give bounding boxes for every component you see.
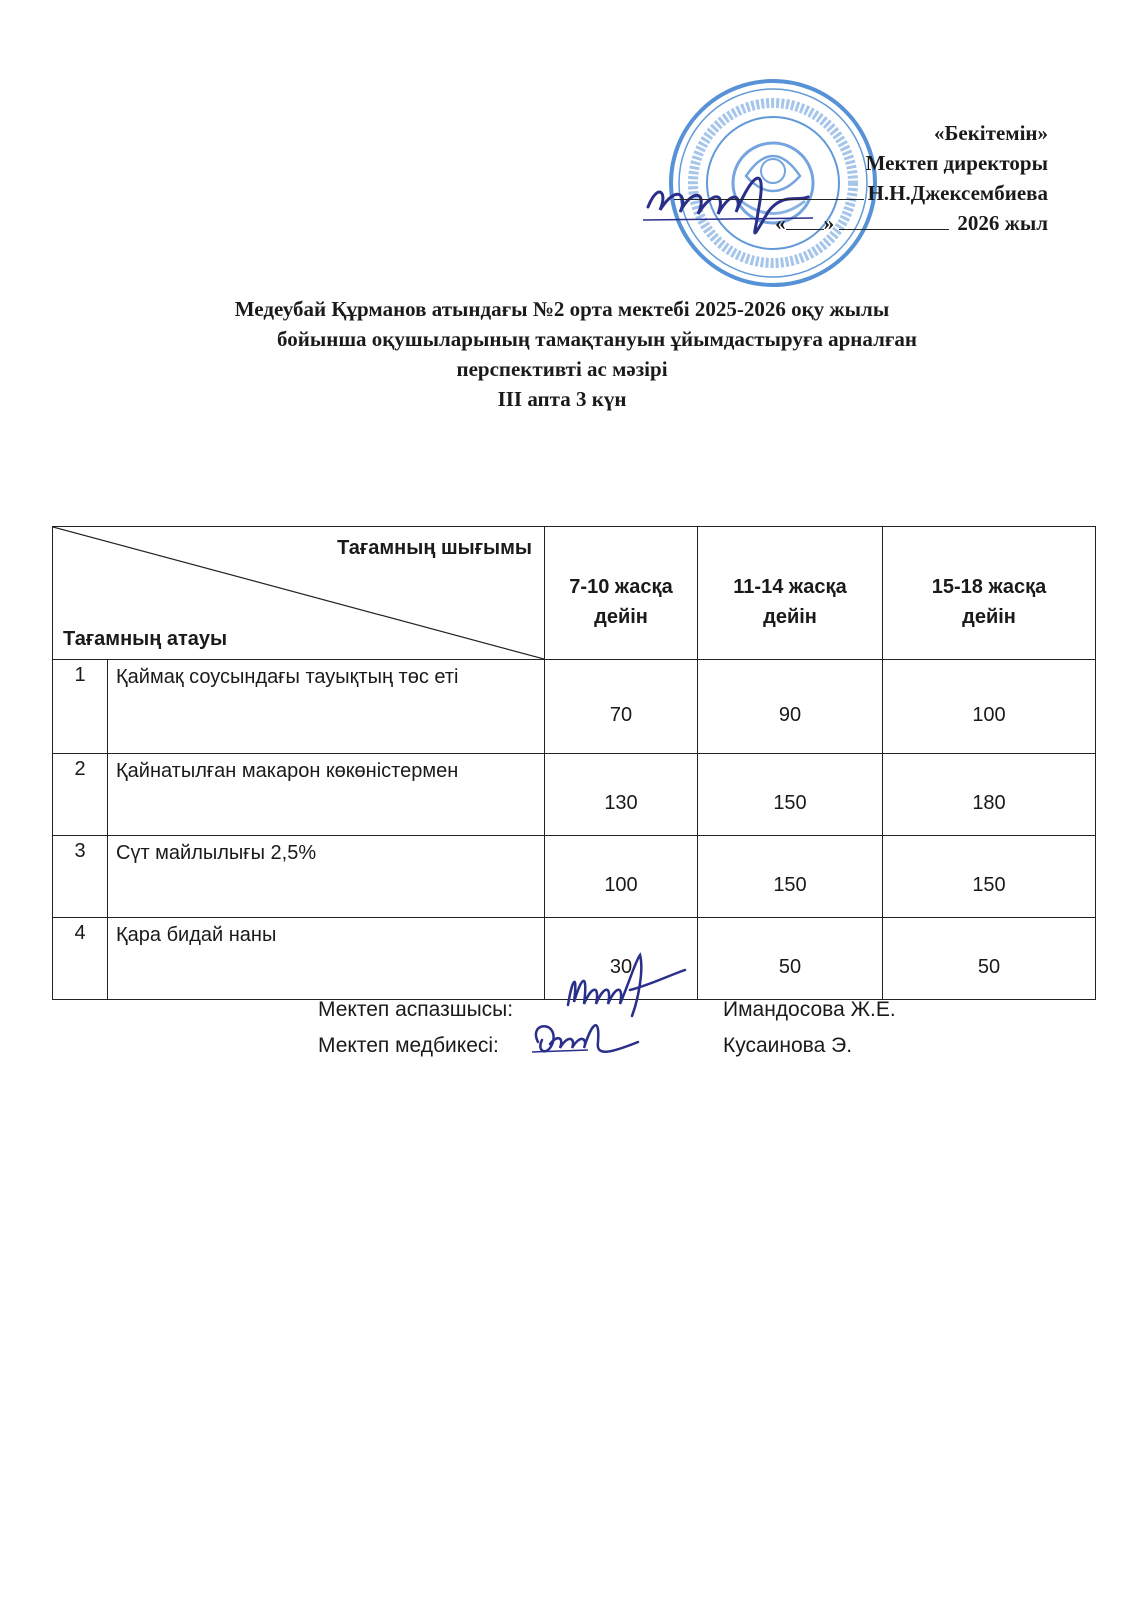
document-title: [0, 294, 1124, 414]
age-col-line2: дейін: [962, 605, 1016, 628]
yield-value: 150: [883, 836, 1096, 918]
age-col-line2: дейін: [763, 605, 817, 628]
yield-value: 100: [883, 660, 1096, 754]
age-column-header: [545, 527, 698, 660]
yield-value: 150: [698, 754, 883, 836]
title-line-4: ІІІ апта 3 күн: [497, 387, 627, 411]
signatures-footer: [318, 992, 896, 1064]
diagonal-header-cell: [53, 527, 545, 660]
dish-name: Сүт майлылығы 2,5%: [108, 836, 545, 918]
yield-value: 30: [545, 918, 698, 1000]
yield-value: 50: [883, 918, 1096, 1000]
cook-label: Мектеп аспазшысы:: [318, 998, 514, 1021]
approval-position: Мектеп директоры: [865, 151, 1048, 175]
dish-name: Қайнатылған макарон көкөністермен: [108, 754, 545, 836]
title-line-2: бойынша оқушыларының тамақтануын ұйымдастыруға арналған: [277, 327, 917, 351]
yield-value: 180: [883, 754, 1096, 836]
header-dish-label: Тағамның атауы: [63, 628, 228, 650]
nurse-signature-row: [318, 1028, 896, 1064]
approval-year: 2026 жыл: [957, 211, 1048, 235]
age-column-header: [883, 527, 1096, 660]
signature-blank: [674, 181, 864, 200]
cook-signature-row: [318, 992, 896, 1028]
title-line-1: Медеубай Құрманов атындағы №2 орта мектебі 2025-2026 оқу жылы: [234, 297, 890, 321]
table-row: [53, 754, 1096, 836]
yield-value: 150: [698, 836, 883, 918]
date-quote-close: »: [823, 211, 835, 235]
age-col-line1: 15-18 жасқа: [931, 575, 1047, 598]
date-day-blank: [786, 211, 824, 230]
row-number: 3: [53, 836, 108, 918]
yield-value: 100: [545, 836, 698, 918]
age-col-line1: 7-10 жасқа: [569, 575, 673, 598]
yield-value: 130: [545, 754, 698, 836]
age-col-line1: 11-14 жасқа: [733, 575, 847, 598]
yield-value: 50: [698, 918, 883, 1000]
row-number: 4: [53, 918, 108, 1000]
title-line-3: перспективті ас мәзірі: [456, 357, 668, 381]
approval-date-line: [618, 208, 1048, 238]
table-row: [53, 836, 1096, 918]
date-quote-open: «: [775, 211, 786, 235]
director-name: Н.Н.Джексембиева: [867, 181, 1048, 205]
nurse-name: Кусаинова Э.: [723, 1034, 853, 1057]
dish-name: Қара бидай наны: [108, 918, 545, 1000]
row-number: 1: [53, 660, 108, 754]
table-row: [53, 660, 1096, 754]
age-col-line2: дейін: [594, 605, 648, 628]
dish-name: Қаймақ соусындағы тауықтың төс еті: [108, 660, 545, 754]
menu-table: [52, 526, 1096, 1000]
yield-value: 70: [545, 660, 698, 754]
yield-value: 90: [698, 660, 883, 754]
header-yield-label: Тағамның шығымы: [337, 537, 532, 559]
age-column-header: [698, 527, 883, 660]
approval-block: [618, 118, 1048, 238]
nurse-label: Мектеп медбикесі:: [318, 1034, 499, 1057]
table-header-row: [53, 527, 1096, 660]
date-month-blank: [839, 211, 949, 230]
row-number: 2: [53, 754, 108, 836]
cook-name: Имандосова Ж.Е.: [723, 998, 896, 1021]
approval-director-name-line: [618, 178, 1048, 208]
approval-heading: «Бекітемін»: [933, 121, 1048, 145]
